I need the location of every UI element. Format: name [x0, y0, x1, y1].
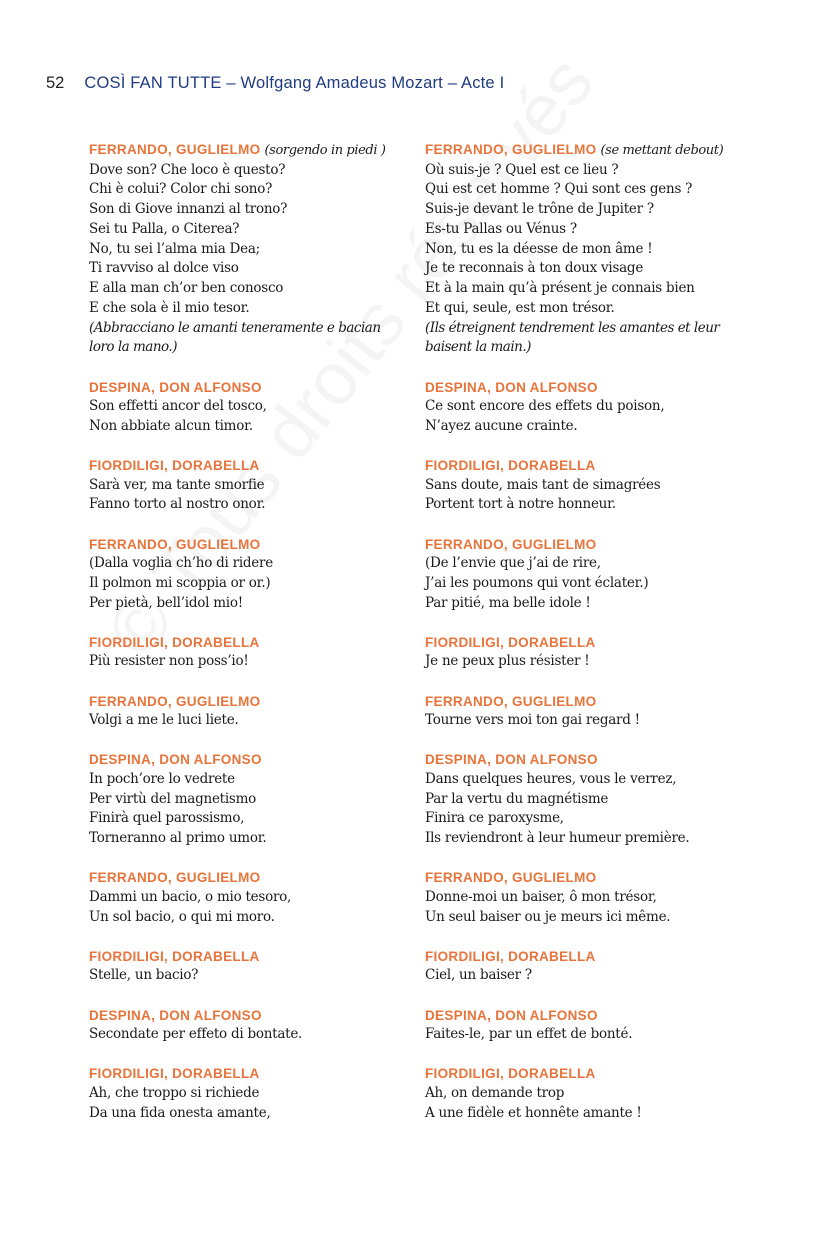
- verse-line: N’ayez aucune crainte.: [425, 417, 578, 434]
- italian-verse-block: [89, 692, 409, 731]
- french-verse-block: [425, 378, 745, 437]
- speaker-label: DESPINA, DON ALFONSO: [425, 752, 598, 768]
- page-number: 52: [46, 74, 65, 92]
- speaker-name: [89, 947, 409, 967]
- speaker-name: [89, 535, 409, 555]
- verse-line: Son di Giove innanzi al trono?: [89, 201, 288, 217]
- verse-line: Portent tort à notre honneur.: [425, 496, 616, 513]
- speaker-label: FIORDILIGI, DORABELLA: [425, 634, 596, 650]
- speaker-name: [425, 1064, 745, 1084]
- verse-line: Finirà quel parossismo,: [89, 810, 245, 827]
- speaker-label: DESPINA, DON ALFONSO: [425, 379, 598, 395]
- verse-line: Et qui, seule, est mon trésor.: [425, 299, 615, 316]
- running-header: [46, 71, 504, 95]
- italian-verse-block: [89, 750, 409, 849]
- verse-line: Et à la main qu’à présent je connais bien: [425, 280, 695, 296]
- verse-line: Faites-le, par un effet de bonté.: [425, 1026, 633, 1042]
- verse-line: E che sola è il mio tesor.: [89, 299, 250, 316]
- verse-line: Son effetti ancor del tosco,: [89, 398, 267, 414]
- verse-line: Qui est cet homme ? Qui sont ces gens ?: [425, 181, 693, 198]
- italian-verse-block: [89, 868, 409, 927]
- speaker-label: FERRANDO, GUGLIELMO: [425, 870, 597, 886]
- french-verse-block: [425, 1064, 745, 1123]
- verse-line: Un seul baiser ou je meurs ici même.: [425, 908, 671, 925]
- speaker-name: [425, 378, 745, 398]
- italian-verse-block: [89, 140, 409, 358]
- stage-direction-line: loro la mano.): [89, 339, 177, 356]
- verse-line: Je te reconnais à ton doux visage: [425, 260, 644, 277]
- verse-line: Torneranno al primo umor.: [89, 830, 267, 846]
- speaker-name: [425, 456, 745, 476]
- verse-line: Par la vertu du magnétisme: [425, 790, 609, 807]
- speaker-name: [425, 947, 745, 967]
- verse-line: Non abbiate alcun timor.: [89, 417, 253, 434]
- verse-line: Où suis-je ? Quel est ce lieu ?: [425, 161, 619, 178]
- speaker-label: FERRANDO, GUGLIELMO: [425, 536, 597, 552]
- verse-line: Ils reviendront à leur humeur première.: [425, 830, 690, 846]
- speaker-label: DESPINA, DON ALFONSO: [89, 752, 262, 768]
- verse-line: Sarà ver, ma tante smorfie: [89, 476, 265, 493]
- italian-verse-block: [89, 378, 409, 437]
- verse-line: Fanno torto al nostro onor.: [89, 496, 266, 513]
- speaker-label: FERRANDO, GUGLIELMO: [89, 870, 261, 886]
- speaker-label: FERRANDO, GUGLIELMO: [89, 536, 261, 552]
- verse-line: Un sol bacio, o qui mi moro.: [89, 908, 275, 925]
- speaker-name: [425, 1006, 745, 1026]
- french-verse-block: [425, 947, 745, 986]
- speaker-label: FIORDILIGI, DORABELLA: [425, 1066, 596, 1082]
- speaker-name: [425, 692, 745, 712]
- stage-direction-line: (Ils étreignent tendrement les amantes et leur: [425, 319, 720, 336]
- french-verse-block: [425, 140, 745, 358]
- french-verse-block: [425, 868, 745, 927]
- verse-line: Donne-moi un baiser, ô mon trésor,: [425, 888, 657, 905]
- italian-verse-block: [89, 1006, 409, 1045]
- verse-line: Par pitié, ma belle idole !: [425, 594, 591, 611]
- speaker-label: DESPINA, DON ALFONSO: [89, 1007, 262, 1023]
- speaker-name: [89, 378, 409, 398]
- verse-line: Chi è colui? Color chi sono?: [89, 181, 273, 198]
- speaker-label: FERRANDO, GUGLIELMO: [89, 142, 261, 157]
- speaker-label: FERRANDO, GUGLIELMO: [89, 693, 261, 709]
- italian-verse-block: [89, 1064, 409, 1123]
- speaker-label: FIORDILIGI, DORABELLA: [425, 458, 596, 473]
- french-verse-block: [425, 535, 745, 614]
- verse-line: Ti ravviso al dolce viso: [89, 260, 239, 277]
- verse-line: No, tu sei l’alma mia Dea;: [89, 240, 260, 257]
- verse-line: Il polmon mi scoppia or or.): [89, 574, 271, 591]
- page-title: COSÌ FAN TUTTE – Wolfgang Amadeus Mozart – Acte I: [84, 74, 505, 92]
- verse-line: Je ne peux plus résister !: [425, 653, 590, 670]
- verse-line: Ciel, un baiser ?: [425, 967, 532, 984]
- french-column: [425, 140, 745, 1143]
- verse-line: In poch’ore lo vedrete: [89, 770, 235, 787]
- speaker-name: [89, 868, 409, 888]
- verse-line: J’ai les poumons qui vont éclater.): [425, 574, 649, 591]
- verse-line: (Dalla voglia ch’ho di ridere: [89, 555, 273, 571]
- stage-direction: (sorgendo in piedi ): [264, 143, 386, 158]
- verse-line: Stelle, un bacio?: [89, 967, 199, 984]
- verse-line: Ah, che troppo si richiede: [89, 1084, 260, 1101]
- speaker-label: DESPINA, DON ALFONSO: [425, 1007, 598, 1023]
- verse-line: Non, tu es la déesse de mon âme !: [425, 240, 653, 257]
- verse-line: Suis-je devant le trône de Jupiter ?: [425, 201, 654, 217]
- speaker-label: FERRANDO, GUGLIELMO: [425, 142, 597, 157]
- verse-line: Sei tu Palla, o Citerea?: [89, 220, 240, 237]
- verse-line: Tourne vers moi ton gai regard !: [425, 712, 640, 728]
- speaker-name: [89, 140, 409, 161]
- verse-line: Dammi un bacio, o mio tesoro,: [89, 888, 292, 905]
- speaker-name: [89, 1064, 409, 1084]
- french-verse-block: [425, 692, 745, 731]
- verse-line: Dove son? Che loco è questo?: [89, 161, 286, 178]
- speaker-name: [89, 692, 409, 712]
- speaker-name: [425, 633, 745, 653]
- verse-line: Sans doute, mais tant de simagrées: [425, 476, 661, 493]
- italian-verse-block: [89, 535, 409, 614]
- speaker-name: [89, 456, 409, 476]
- italian-verse-block: [89, 947, 409, 986]
- speaker-name: [89, 750, 409, 770]
- speaker-name: [425, 140, 745, 161]
- verse-line: Volgi a me le luci liete.: [89, 712, 239, 728]
- speaker-name: [425, 750, 745, 770]
- verse-line: E alla man ch’or ben conosco: [89, 280, 284, 296]
- speaker-label: FIORDILIGI, DORABELLA: [89, 948, 260, 964]
- verse-line: (De l’envie que j’ai de rire,: [425, 555, 601, 571]
- verse-line: Secondate per effeto di bontate.: [89, 1026, 303, 1042]
- stage-direction: (se mettant debout): [600, 143, 724, 158]
- verse-line: Finira ce paroxysme,: [425, 810, 564, 827]
- french-verse-block: [425, 1006, 745, 1045]
- speaker-label: FIORDILIGI, DORABELLA: [89, 634, 260, 650]
- speaker-name: [89, 633, 409, 653]
- italian-verse-block: [89, 456, 409, 515]
- verse-line: Da una fida onesta amante,: [89, 1104, 271, 1121]
- italian-column: [89, 140, 409, 1143]
- verse-line: Per virtù del magnetismo: [89, 790, 257, 807]
- french-verse-block: [425, 633, 745, 672]
- speaker-label: FIORDILIGI, DORABELLA: [425, 948, 596, 964]
- speaker-label: DESPINA, DON ALFONSO: [89, 379, 262, 395]
- verse-line: A une fidèle et honnête amante !: [425, 1104, 642, 1121]
- french-verse-block: [425, 750, 745, 849]
- verse-line: Dans quelques heures, vous le verrez,: [425, 770, 677, 787]
- verse-line: Ce sont encore des effets du poison,: [425, 398, 665, 414]
- speaker-label: FERRANDO, GUGLIELMO: [425, 693, 597, 709]
- italian-verse-block: [89, 633, 409, 672]
- verse-line: Es-tu Pallas ou Vénus ?: [425, 220, 577, 237]
- stage-direction-line: baisent la main.): [425, 339, 531, 356]
- speaker-label: FIORDILIGI, DORABELLA: [89, 1066, 260, 1082]
- stage-direction-line: (Abbracciano le amanti teneramente e bacian: [89, 319, 381, 336]
- verse-line: Più resister non poss’io!: [89, 653, 249, 670]
- speaker-label: FIORDILIGI, DORABELLA: [89, 458, 260, 473]
- speaker-name: [89, 1006, 409, 1026]
- verse-line: Ah, on demande trop: [425, 1084, 565, 1101]
- speaker-name: [425, 535, 745, 555]
- french-verse-block: [425, 456, 745, 515]
- verse-line: Per pietà, bell’idol mio!: [89, 594, 243, 611]
- speaker-name: [425, 868, 745, 888]
